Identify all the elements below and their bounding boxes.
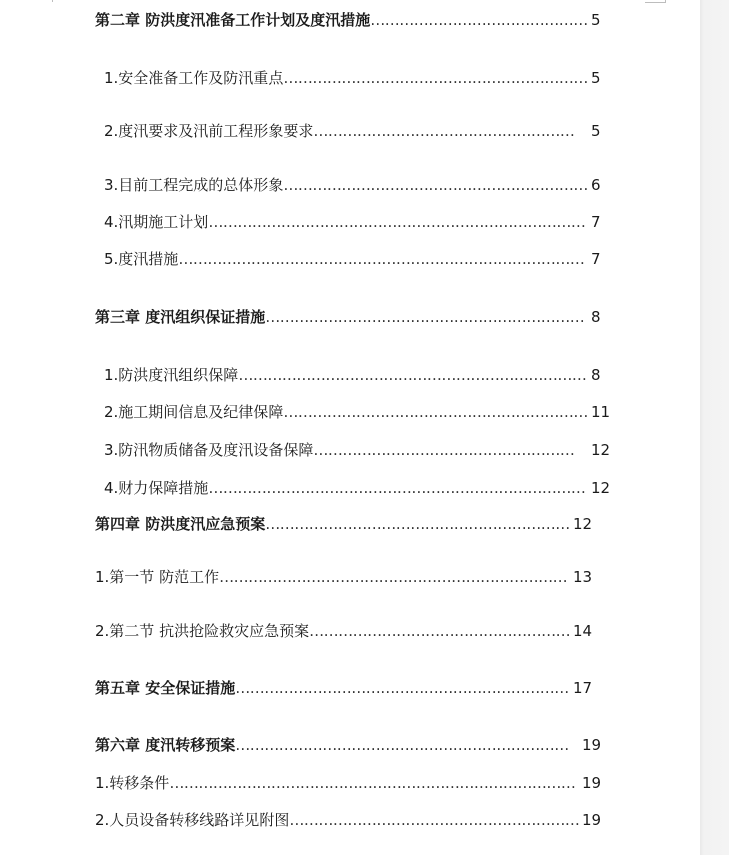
toc-entry-title: 4.财力保障措施 — [104, 479, 209, 497]
toc-entry-title: 3.目前工程完成的总体形象 — [104, 176, 284, 194]
toc-entry-page: 11 — [591, 403, 611, 421]
toc-entry-page: 7 — [591, 250, 601, 268]
toc-entry-title: 1.转移条件 — [95, 774, 170, 792]
toc-entry-title: 3.防汛物质储备及度汛设备保障 — [104, 441, 314, 459]
toc-entry-page: 5 — [591, 11, 601, 29]
toc-entry[interactable] — [104, 479, 619, 497]
toc-entry[interactable] — [104, 176, 604, 194]
toc-entry-title: 第五章 安全保证措施 — [95, 679, 236, 697]
toc-entry[interactable] — [104, 213, 604, 231]
toc-entry-title: 1.第一节 防范工作 — [95, 568, 220, 586]
dot-leader: ……………………………………………… — [313, 122, 575, 140]
toc-entry-page: 12 — [573, 515, 593, 533]
toc-entry-page: 5 — [591, 122, 601, 140]
toc-entry-page: 12 — [591, 479, 611, 497]
toc-entry[interactable] — [104, 122, 604, 140]
dot-leader: ……………………………………… — [370, 11, 588, 29]
toc-entry-title: 第二章 防洪度汛准备工作计划及度汛措施 — [95, 11, 371, 29]
toc-entry-page: 14 — [573, 622, 593, 640]
dot-leader: …………………………………………………………………… — [208, 479, 586, 497]
dot-leader: ………………………………………………………… — [265, 308, 585, 326]
toc-entry-title: 第三章 度汛组织保证措施 — [95, 308, 266, 326]
dot-leader: ……………………………………………………… — [283, 403, 588, 421]
toc-entry[interactable] — [95, 811, 605, 829]
toc-entry[interactable] — [95, 622, 600, 640]
toc-entry-page: 5 — [591, 69, 601, 87]
toc-entry-page: 6 — [591, 176, 601, 194]
toc-entry[interactable] — [95, 568, 600, 586]
toc-entry[interactable] — [104, 403, 619, 421]
toc-entry[interactable] — [95, 308, 605, 326]
toc-entry-title: 第四章 防洪度汛应急预案 — [95, 515, 266, 533]
dot-leader: …………………………………………………………………… — [208, 213, 586, 231]
toc-entry-page: 19 — [582, 811, 602, 829]
toc-entry-title: 2.第二节 抗洪抢险救灾应急预案 — [95, 622, 310, 640]
margin-corner-mark — [52, 0, 73, 2]
toc-entry-title: 1.安全准备工作及防汛重点 — [104, 69, 284, 87]
toc-entry[interactable] — [95, 736, 605, 754]
dot-leader: ………………………………………………………………………… — [169, 774, 576, 792]
dot-leader: ……………………………………………… — [313, 441, 575, 459]
toc-entry[interactable] — [104, 441, 619, 459]
toc-entry-title: 第六章 度汛转移预案 — [95, 736, 236, 754]
toc-entry-title: 2.人员设备转移线路详见附图 — [95, 811, 290, 829]
toc-entry-page: 13 — [573, 568, 593, 586]
dot-leader: ……………………………………………… — [309, 622, 571, 640]
viewer-gutter — [700, 0, 729, 855]
toc-entry-title: 1.防洪度汛组织保障 — [104, 366, 239, 384]
dot-leader: ………………………………………………………………………… — [178, 250, 585, 268]
toc-entry[interactable] — [95, 774, 605, 792]
dot-leader: ……………………………………………………… — [283, 69, 588, 87]
toc-entry[interactable] — [104, 366, 604, 384]
toc-entry-page: 8 — [591, 366, 601, 384]
toc-entry-page: 19 — [582, 774, 602, 792]
dot-leader: ……………………………………………………………… — [238, 366, 587, 384]
toc-entry[interactable] — [95, 11, 605, 29]
dot-leader: ……………………………………………………… — [283, 176, 588, 194]
margin-corner-mark — [645, 0, 666, 3]
toc-entry-title: 2.施工期间信息及纪律保障 — [104, 403, 284, 421]
dot-leader: …………………………………………………… — [289, 811, 580, 829]
toc-entry-title: 2.度汛要求及汛前工程形象要求 — [104, 122, 314, 140]
dot-leader: ……………………………………………………………… — [219, 568, 568, 586]
toc-entry[interactable] — [95, 679, 600, 697]
toc-entry-page: 17 — [573, 679, 593, 697]
dot-leader: …………………………………………………………… — [235, 736, 569, 754]
toc-entry[interactable] — [104, 250, 604, 268]
toc-entry-title: 5.度汛措施 — [104, 250, 179, 268]
toc-entry[interactable] — [104, 69, 604, 87]
toc-entry-page: 19 — [582, 736, 602, 754]
toc-entry-page: 7 — [591, 213, 601, 231]
toc-entry-page: 12 — [591, 441, 611, 459]
dot-leader: ……………………………………………………… — [265, 515, 570, 533]
toc-entry-title: 4.汛期施工计划 — [104, 213, 209, 231]
toc-entry-page: 8 — [591, 308, 601, 326]
dot-leader: …………………………………………………………… — [235, 679, 569, 697]
toc-entry[interactable] — [95, 515, 600, 533]
